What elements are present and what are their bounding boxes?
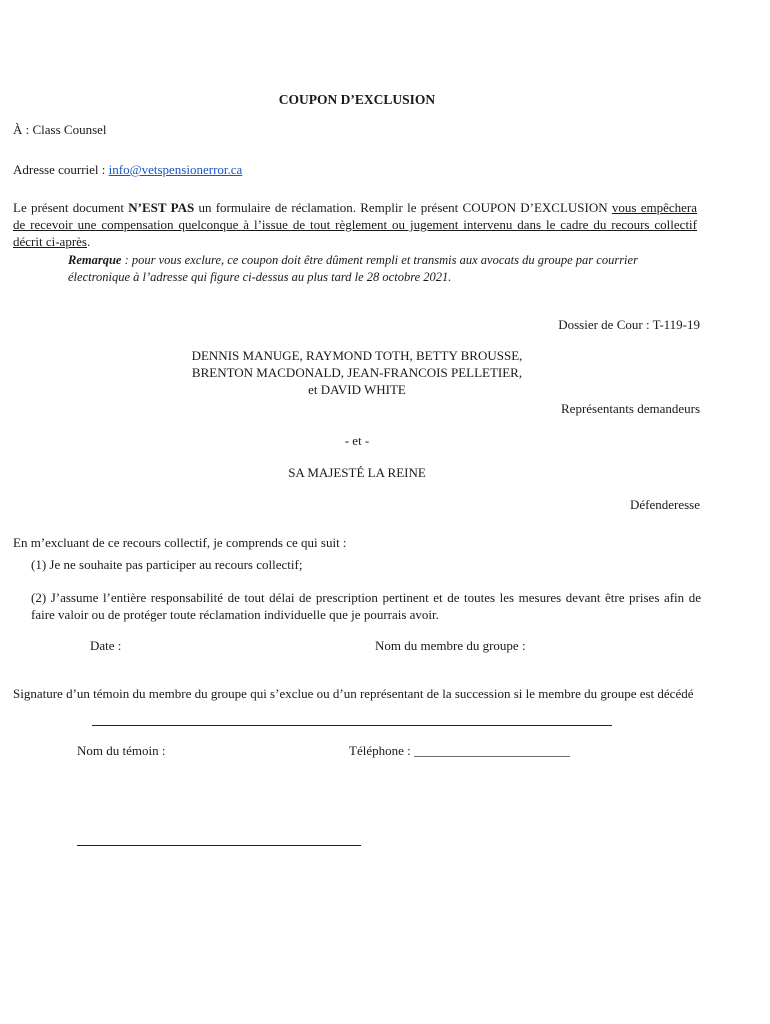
list-item: (1) Je ne souhaite pas participer au recours collectif;	[31, 557, 303, 572]
phone-label: Téléphone : ________________________	[349, 743, 570, 758]
recipient-line: À : Class Counsel	[13, 122, 107, 137]
document-title: COUPON D’EXCLUSION	[278, 92, 436, 107]
intro-text-1: Le présent document	[13, 200, 129, 215]
member-name-label: Nom du membre du groupe :	[375, 638, 526, 653]
signature-instructions: Signature d’un témoin du membre du groupe qui s’exclue ou d’un représentant de la succession si le membre du groupe est décédé	[13, 686, 694, 701]
signature-line[interactable]	[92, 725, 612, 726]
understanding-intro: En m’excluant de ce recours collectif, je comprends ce qui suit :	[13, 535, 347, 550]
et-separator: - et -	[344, 433, 370, 448]
list-item: (2) J’assume l’entière responsabilité de tout délai de prescription pertinent et de toutes les mesures devant être prises afin de faire valoir ou de protéger toute réclamation individuelle que je pourrais avoir.	[31, 590, 701, 622]
intro-end: .	[86, 234, 91, 249]
email-line	[13, 162, 242, 178]
remark-note	[68, 252, 668, 286]
plaintiffs-line-1: DENNIS MANUGE, RAYMOND TOTH, BETTY BROUSSE,	[191, 348, 523, 363]
defendant-name: SA MAJESTÉ LA REINE	[288, 465, 426, 480]
plaintiffs-line-3: et DAVID WHITE	[308, 382, 406, 397]
intro-underlined: vous empêchera de recevoir une compensation quelconque à l’issue de tout règlement ou jugement intervenu dans le cadre du recours collectif décrit ci-après	[13, 200, 697, 249]
intro-paragraph	[13, 199, 697, 250]
email-link[interactable]: info@vetspensionerror.ca	[108, 162, 243, 177]
remark-text: : pour vous exclure, ce coupon doit être dûment rempli et transmis aux avocats du groupe par courrier électronique à l’adresse qui figure ci-dessus au plus tard le 28 octobre 2021.	[68, 253, 638, 284]
date-label: Date :	[90, 638, 122, 653]
plaintiffs-line-2: BRENTON MACDONALD, JEAN-FRANCOIS PELLETIER,	[191, 365, 523, 380]
intro-text-2: un formulaire de réclamation. Remplir le présent COUPON D’EXCLUSION	[194, 200, 612, 215]
witness-signature-line[interactable]	[77, 845, 361, 846]
email-label: Adresse courriel :	[13, 162, 109, 177]
plaintiffs-role: Représentants demandeurs	[561, 401, 700, 416]
remark-label: Remarque	[68, 253, 122, 267]
intro-bold: N’EST PAS	[128, 200, 195, 215]
plaintiffs-block	[140, 347, 574, 398]
witness-name-label: Nom du témoin :	[77, 743, 166, 758]
defendant-role: Défenderesse	[629, 497, 700, 512]
court-file-number: Dossier de Cour : T-119-19	[558, 317, 700, 332]
